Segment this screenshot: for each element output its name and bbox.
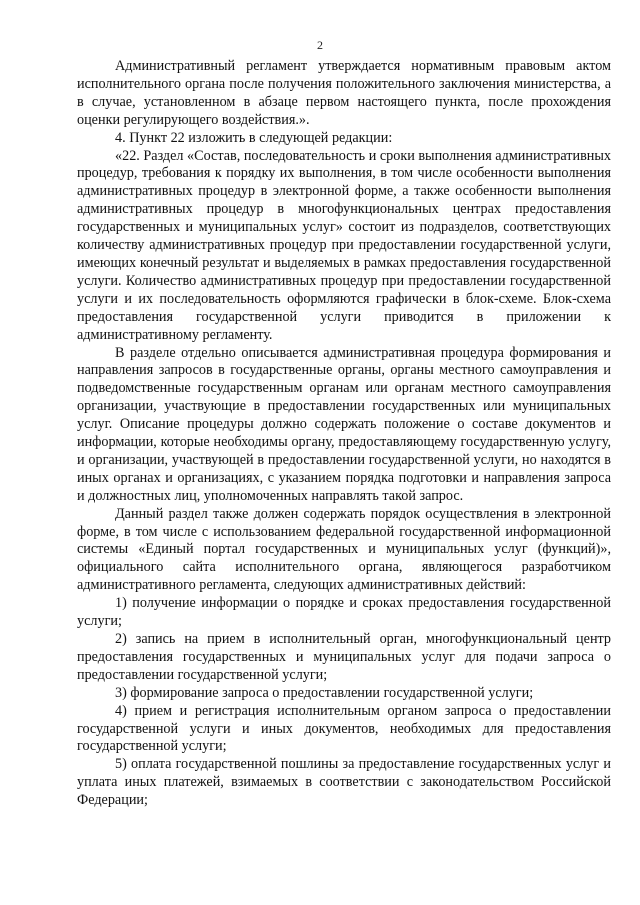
paragraph-requests-procedure: В разделе отдельно описывается административная процедура формирования и направления запросов в государственные органы, органы местного самоуправления и подведомственные государственным органам или органам местного самоуправления организации, участвующие в предоставлении государственных или муниципальных услуг. Описание процедуры должно содержать положение о составе документов и информации, которые необходимы органу, предоставляющему государственную услугу, и организации, участвующей в предоставлении государственной услуги, но находятся в иных органах и организациях, с указанием порядка подготовки и направления запроса и должностных лиц, уполномоченных направлять такой запрос. (77, 344, 611, 504)
paragraph-regulation-approval: Административный регламент утверждается нормативным правовым актом исполнительного органа после получения положительного заключения министерства, а в случае, установленном в абзаце первом настоящего пункта, после прохождения оценки регулирующего воздействия.». (77, 58, 611, 128)
list-item-2: 2) запись на прием в исполнительный орган, многофункциональный центр предоставления государственных и муниципальных услуг для подачи запроса о предоставлении государственной услуги; (77, 631, 611, 683)
list-item-3: 3) формирование запроса о предоставлении государственной услуги; (115, 684, 534, 701)
document-body (77, 58, 611, 810)
paragraph-item-22: «22. Раздел «Состав, последовательность и сроки выполнения административных процедур, требования к порядку их выполнения, в том числе особенности выполнения административных процедур в электронной форме, а также особенности выполнения административных процедур в многофункциональных центрах предоставления государственных и муниципальных услуг» состоит из подразделов, соответствующих количеству административных процедур при предоставлении государственной услуги, имеющих конечный результат и выделяемых в рамках предоставления государственной услуги. Количество административных процедур при предоставлении государственной услуги и их последовательность оформляются графически в блок-схеме. Блок-схема предоставления государственной услуги приводится в приложении к административному регламенту. (77, 147, 611, 343)
list-item-1: 1) получение информации о порядке и сроках предоставления государственной услуги; (77, 595, 611, 630)
paragraph-item-4-heading: 4. Пункт 22 изложить в следующей редакции: (115, 129, 393, 146)
page-number: 2 (317, 38, 323, 52)
paragraph-electronic-form: Данный раздел также должен содержать порядок осуществления в электронной форме, в том числе с использованием федеральной государственной информационной системы «Единый портал государственных и муниципальных услуг (функций)», официального сайта исполнительного органа, являющегося разработчиком административного регламента, следующих административных действий: (77, 505, 611, 594)
list-item-5: 5) оплата государственной пошлины за предоставление государственных услуг и уплата иных платежей, взимаемых в соответствии с законодательством Российской Федерации; (77, 756, 611, 809)
list-item-4: 4) прием и регистрация исполнительным органом запроса о предоставлении государственной услуги и иных документов, необходимых для предоставления государственной услуги; (77, 702, 611, 755)
